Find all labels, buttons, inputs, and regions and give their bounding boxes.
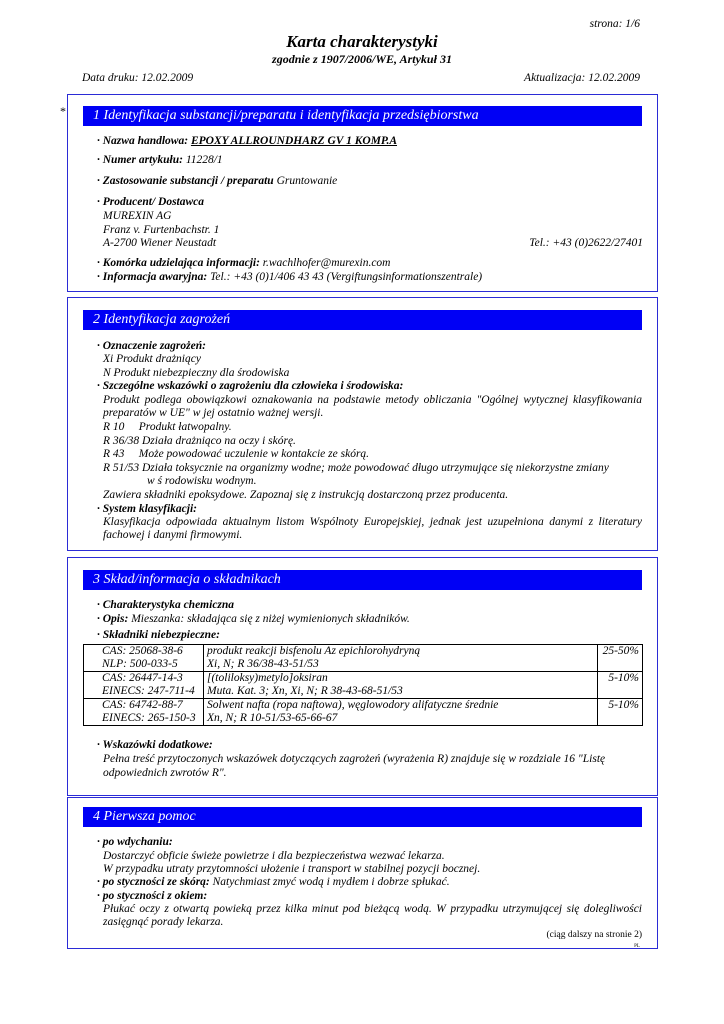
component-classification: Xn, N; R 10-51/53-65-66-67: [207, 712, 338, 724]
additional-notes-text-cont: odpowiednich zwrotów R".: [103, 767, 227, 779]
component-chemical-name: produkt reakcji bisfenolu Az epichlorohydryną: [207, 645, 421, 657]
component-chemical-name: [(toliloksy)metylo]oksiran: [207, 672, 328, 684]
r3638-phrase: R 36/38 Działa drażniąco na oczy i skórę.: [103, 435, 296, 447]
epoxy-note: Zawiera składniki epoksydowe. Zapoznaj się z instrukcją dostarczoną przez producenta.: [103, 489, 509, 501]
company-phone: Tel.: +43 (0)2622/27401: [529, 237, 643, 249]
additional-notes-label: · Wskazówki dodatkowe:: [97, 739, 213, 751]
section-1: [67, 94, 658, 292]
table-row: [84, 672, 643, 699]
inhalation-label: · po wdychaniu:: [97, 836, 173, 848]
update-date: Aktualizacja: 12.02.2009: [524, 72, 640, 84]
component-name: [204, 699, 598, 726]
components-table: [83, 644, 643, 726]
hazard-label: · Oznaczenie zagrożeń:: [97, 340, 206, 352]
company-name: MUREXIN AG: [103, 210, 172, 222]
component-name: [204, 645, 598, 672]
info-contact: [97, 257, 391, 270]
component-id: [84, 699, 204, 726]
substance-use: [97, 175, 337, 188]
document-title: Karta charakterystyki: [286, 32, 438, 51]
trade-name-value: EPOXY ALLROUNDHARZ GV 1 KOMP.A: [190, 135, 398, 147]
section-1-header: 1 Identyfikacja substancji/preparatu i identyfikacja przedsiębiorstwa: [83, 106, 642, 126]
info-contact-value: r.wachlhofer@murexin.com: [262, 257, 391, 269]
section-3: [67, 557, 658, 796]
r5153-phrase-cont: w ś rodowisku wodnym.: [147, 475, 257, 487]
component-cas: CAS: 64742-88-7: [102, 699, 183, 711]
component-classification: Xi, N; R 36/38-43-51/53: [207, 658, 319, 670]
company-city: A-2700 Wiener Neustadt: [103, 237, 217, 249]
emergency-info: [97, 271, 482, 284]
eye-contact-label: · po styczności z okiem:: [97, 890, 208, 902]
classification-system-text: Klasyfikacja odpowiada aktualnym listom Wspólnoty Europejskiej, jednak jest uzupełniona danymi z literatury fachowej i danymi firmowymi.: [103, 516, 642, 541]
description: [97, 613, 410, 626]
table-row: [84, 699, 643, 726]
r5153-phrase: R 51/53 Działa toksycznie na organizmy wodne; może powodować długo utrzymujące się niekorzystne zmiany: [103, 462, 609, 474]
continued-note: (ciąg dalszy na stronie 2): [546, 930, 642, 940]
dangerous-components-label: · Składniki niebezpieczne:: [97, 629, 220, 641]
component-ec: NLP: 500-033-5: [102, 658, 178, 670]
trade-name: [97, 135, 397, 148]
change-marker: *: [60, 104, 66, 118]
substance-use-value: Gruntowanie: [276, 175, 338, 187]
component-cas: CAS: 26447-14-3: [102, 672, 183, 684]
table-row: [84, 645, 643, 672]
section-2-header: 2 Identyfikacja zagrożeń: [83, 310, 642, 330]
language-code: PL: [634, 944, 640, 949]
description-label: · Opis:: [97, 613, 129, 625]
component-id: [84, 645, 204, 672]
chemical-characteristic-label: · Charakterystyka chemiczna: [97, 599, 235, 611]
component-id: [84, 672, 204, 699]
info-contact-label: · Komórka udzielająca informacji:: [97, 257, 260, 269]
section-4: [67, 797, 658, 949]
special-hazards-label: · Szczególne wskazówki o zagrożeniu dla człowieka i środowiska:: [97, 380, 404, 392]
section-2: [67, 297, 658, 551]
component-cas: CAS: 25068-38-6: [102, 645, 183, 657]
company-street: Franz v. Furtenbachstr. 1: [103, 224, 220, 236]
section-4-header: 4 Pierwsza pomoc: [83, 807, 642, 827]
component-classification: Muta. Kat. 3; Xn, Xi, N; R 38-43-68-51/53: [207, 685, 403, 697]
component-concentration: 25-50%: [598, 645, 643, 672]
classification-system-label: · System klasyfikacji:: [97, 503, 197, 515]
article-number-label: · Numer artykułu:: [97, 154, 183, 166]
article-number: [97, 154, 223, 167]
skin-contact-value: Natychmiast zmyć wodą i mydłem i dobrze spłukać.: [212, 876, 450, 888]
component-name: [204, 672, 598, 699]
component-ec: EINECS: 247-711-4: [102, 685, 195, 697]
page-number: strona: 1/6: [589, 18, 640, 30]
r43-phrase: R 43 Może powodować uczulenie w kontakcie ze skórą.: [103, 448, 370, 460]
additional-notes-text: Pełna treść przytoczonych wskazówek dotyczących zagrożeń (wyrażenia R) znajduje się w rozdziale 16 "Listę: [103, 753, 606, 765]
article-number-value: 11228/1: [185, 154, 223, 166]
hazard-n: N Produkt niebezpieczny dla środowiska: [103, 367, 290, 379]
substance-use-label: · Zastosowanie substancji / preparatu: [97, 175, 274, 187]
hazard-xi: Xi Produkt drażniący: [103, 353, 201, 365]
emergency-info-value: Tel.: +43 (0)1/406 43 43 (Vergiftungsinformationszentrale): [210, 271, 483, 283]
description-value: Mieszanka: składająca się z niżej wymienionych składników.: [131, 613, 410, 625]
eye-contact-text: Płukać oczy z otwartą powieką przez kilka minut pod bieżącą wodą. W przypadku utrzymującej się dolegliwości zasięgnąć porady lekarza.: [103, 903, 642, 928]
skin-contact: [97, 876, 450, 889]
inhalation-text-1: Dostarczyć obficie świeże powietrze i dla bezpieczeństwa wezwać lekarza.: [103, 850, 445, 862]
skin-contact-label: · po styczności ze skórą:: [97, 876, 210, 888]
trade-name-label: · Nazwa handlowa:: [97, 135, 189, 147]
special-hazards-text: Produkt podlega obowiązkowi oznakowania na podstawie metody obliczania "Ogólnej wytycznej klasyfikowania preparatów w UE" w jej ostatnio ważnej wersji.: [103, 394, 642, 419]
producer-label: · Producent/ Dostawca: [97, 196, 205, 208]
r10-phrase: R 10 Produkt łatwopalny.: [103, 421, 232, 433]
component-concentration: 5-10%: [598, 672, 643, 699]
component-chemical-name: Solwent nafta (ropa naftowa), węglowodory alifatyczne średnie: [207, 699, 499, 711]
section-3-header: 3 Skład/informacja o składnikach: [83, 570, 642, 590]
inhalation-text-2: W przypadku utraty przytomności ułożenie i transport w stabilnej pozycji bocznej.: [103, 863, 481, 875]
document-subtitle: zgodnie z 1907/2006/WE, Artykuł 31: [272, 52, 452, 66]
component-concentration: 5-10%: [598, 699, 643, 726]
emergency-info-label: · Informacja awaryjna:: [97, 271, 208, 283]
print-date: Data druku: 12.02.2009: [82, 72, 194, 84]
component-ec: EINECS: 265-150-3: [102, 712, 196, 724]
